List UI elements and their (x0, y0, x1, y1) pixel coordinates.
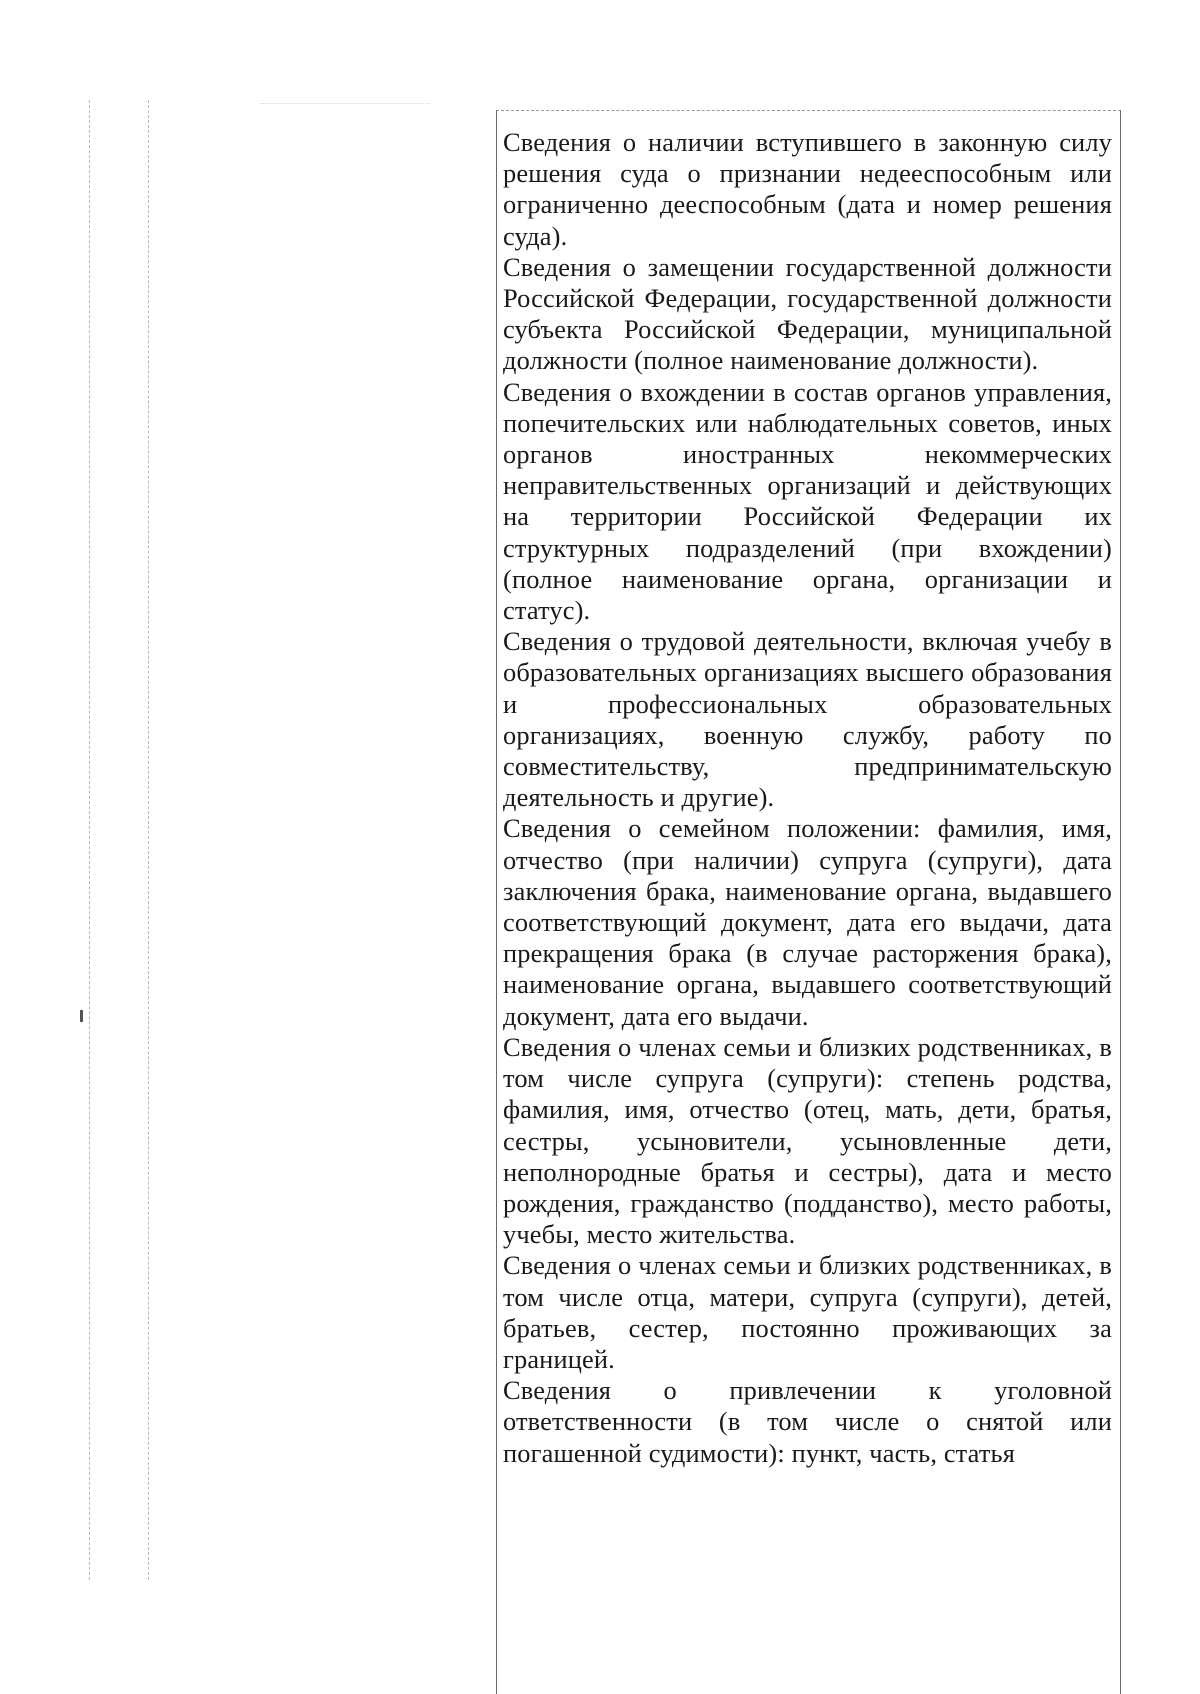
entry-criminal-record: Сведения о привлечении к уголовной ответственности (в том числе о снятой или погашенной судимости): пункт, часть, статья (503, 1375, 1112, 1468)
entry-family-members: Сведения о членах семьи и близких родственниках, в том числе супруга (супруги): степень родства, фамилия, имя, отчество (отец, мать, дети, братья, сестры, усыновители, усыновленные дети, неполнородные братья и сестры), дата и место рождения, гражданство (подданство), место работы, учебы, место жительства. (503, 1031, 1112, 1250)
top-faint-rule (260, 103, 430, 104)
entry-work-history: Сведения о трудовой деятельности, включая учебу в образовательных организациях высшего образования и профессиональных образовательных организациях, военную службу, работу по совместительству, предпринимательскую деятельность и другие). (503, 626, 1112, 813)
binder-mark (80, 1010, 83, 1022)
entry-state-position: Сведения о замещении государственной должности Российской Федерации, государственной должности субъекта Российской Федерации, муниципальной должности (полное наименование должности). (503, 251, 1112, 376)
margin-rule-left (89, 100, 91, 1580)
entry-relatives-abroad: Сведения о членах семьи и близких родственниках, в том числе отца, матери, супруга (супруги), детей, братьев, сестер, постоянно проживающих за границей. (503, 1250, 1112, 1374)
entry-foreign-ngo-membership: Сведения о вхождении в состав органов управления, попечительских или наблюдательных советов, иных органов иностранных некоммерческих неправительственных организаций и действующих на территории Российской Федерации их структурных подразделений (при вхождении) (полное наименование органа, организации и статус). (503, 376, 1112, 626)
document-column (496, 110, 1121, 1694)
entry-marital-status: Сведения о семейном положении: фамилия, имя, отчество (при наличии) супруга (супруги), дата заключения брака, наименование органа, выдавшего соответствующий документ, дата его выдачи, дата прекращения брака (в случае расторжения брака), наименование органа, выдавшего соответствующий документ, дата его выдачи. (503, 813, 1112, 1031)
entry-incapacity: Сведения о наличии вступившего в законную силу решения суда о признании недееспособным или ограниченно дееспособным (дата и номер решения суда). (503, 127, 1112, 251)
margin-rule-inner (148, 100, 150, 1580)
entries-list (497, 110, 1120, 1469)
